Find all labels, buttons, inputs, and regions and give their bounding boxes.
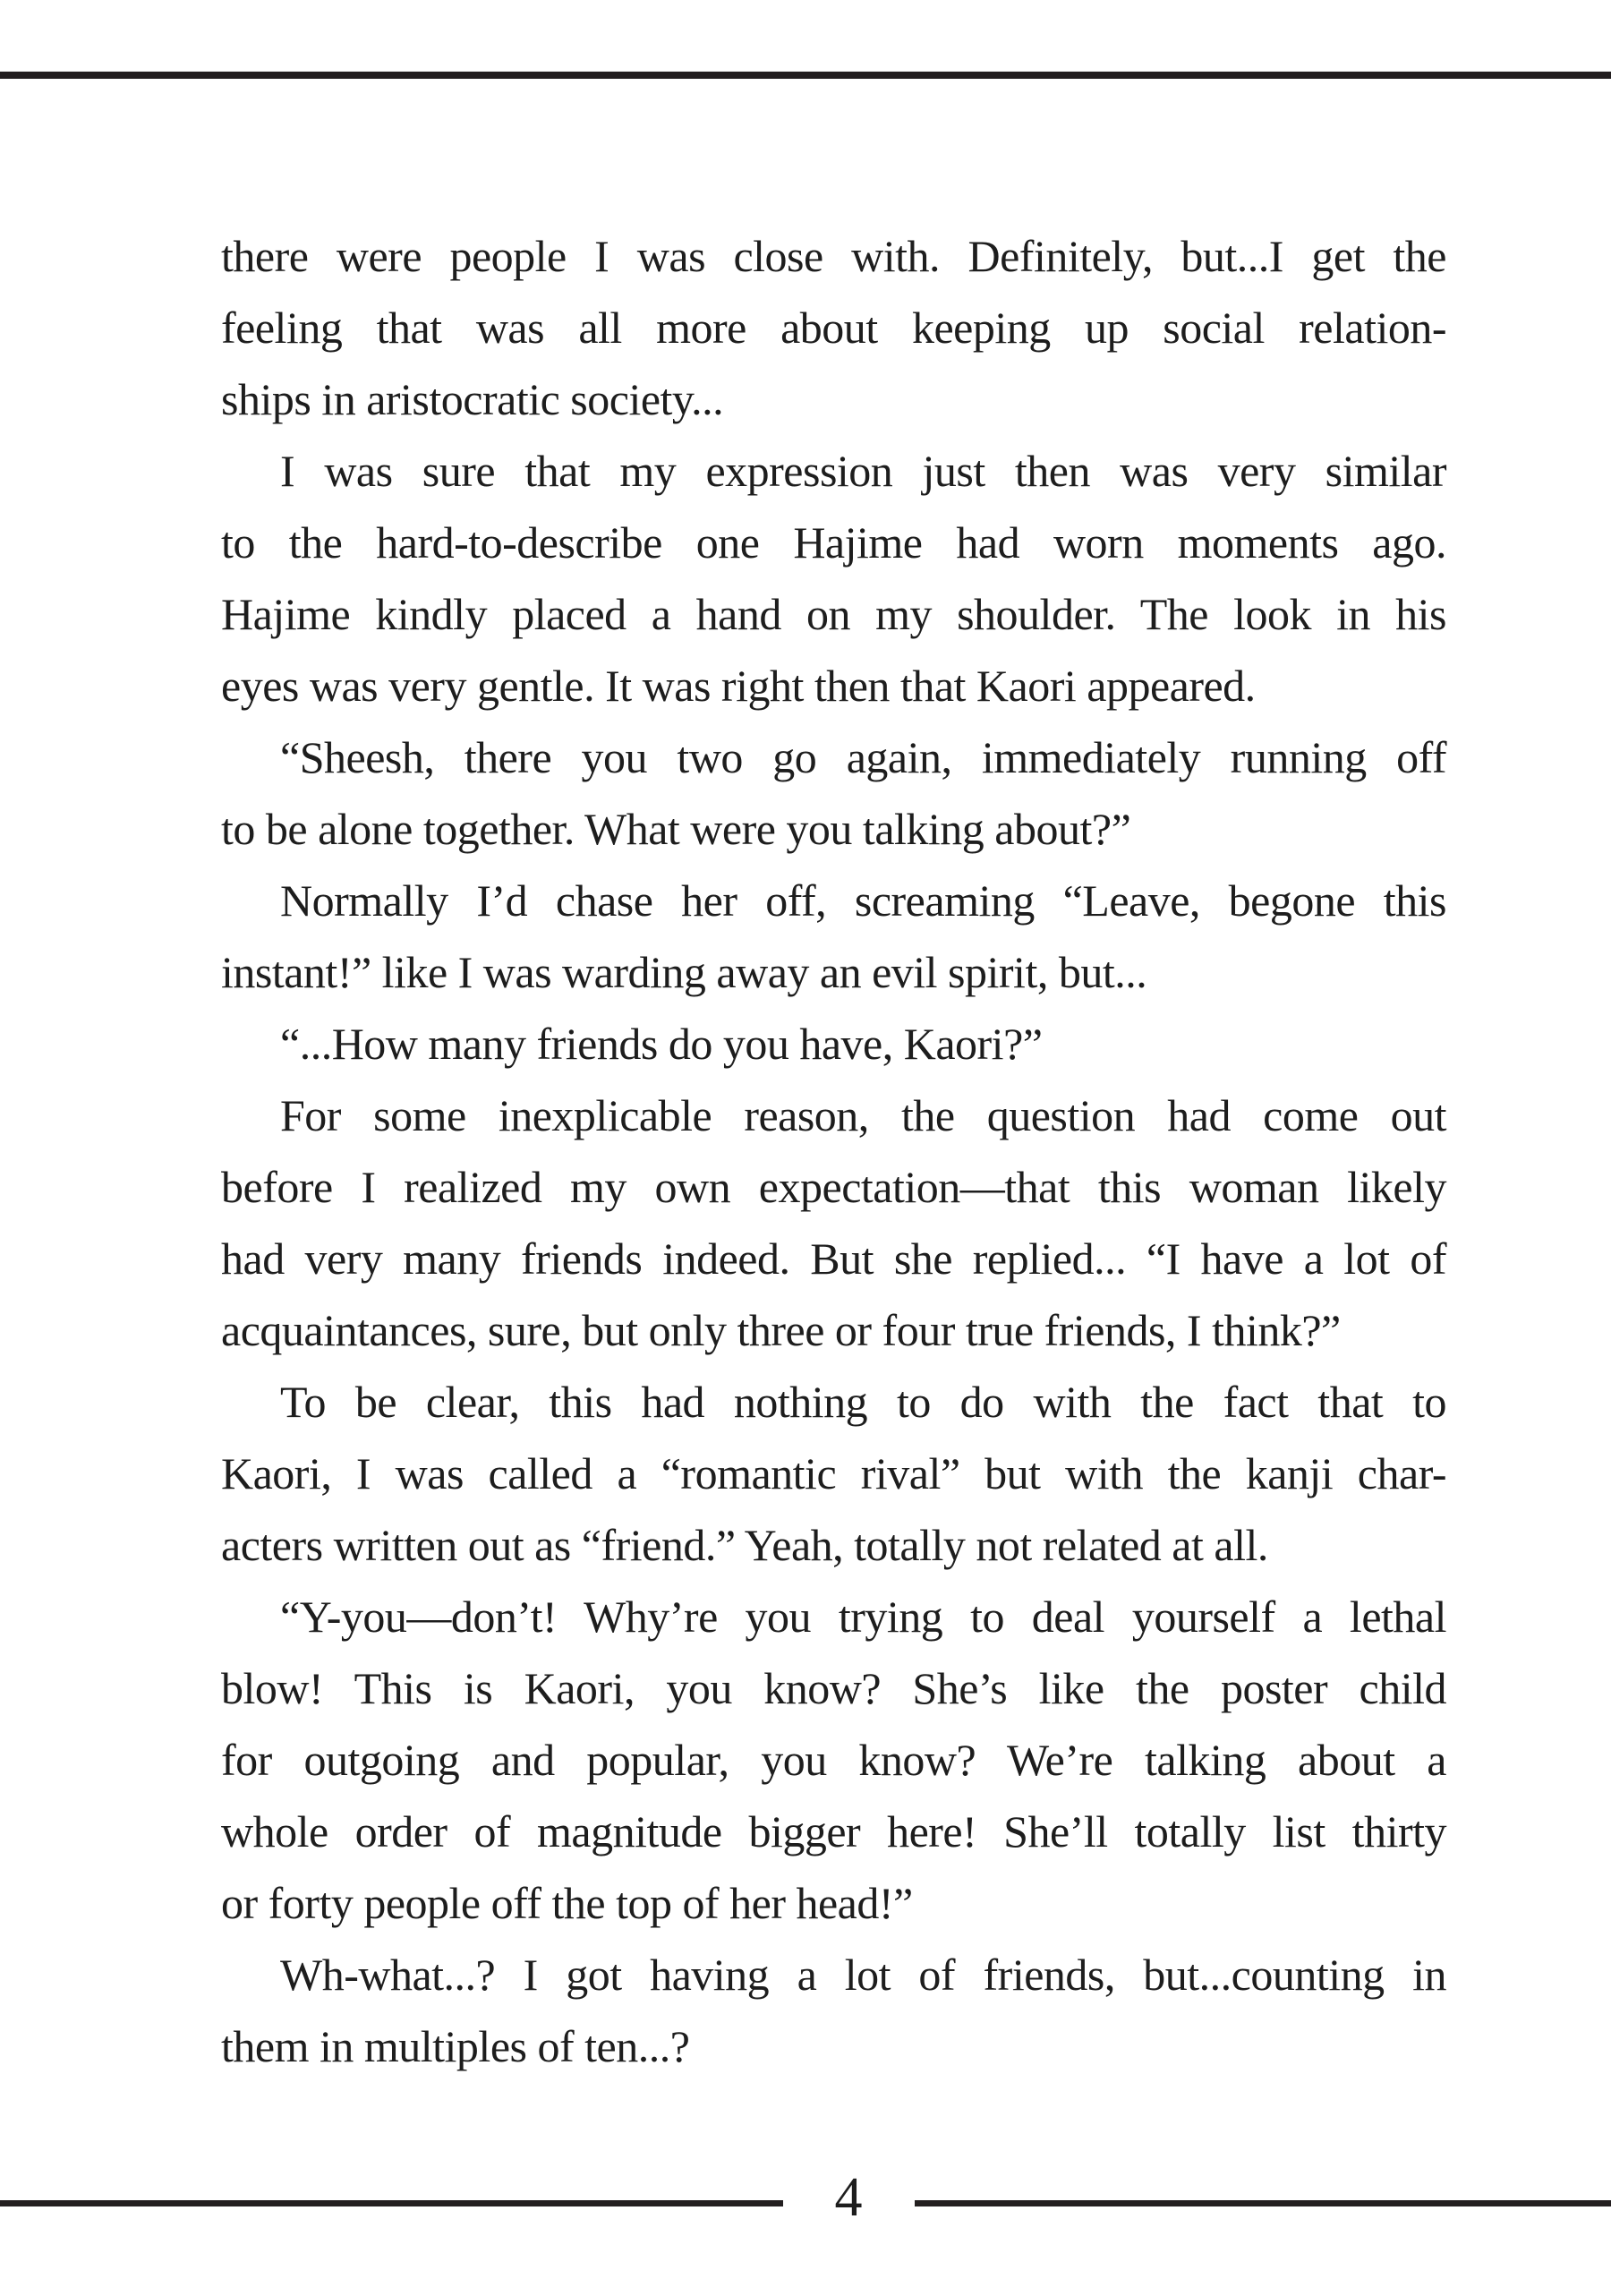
text-line-content: or forty people off the top of her head!” <box>221 1878 913 1928</box>
top-rule <box>0 72 1611 79</box>
text-line <box>221 1939 1446 2010</box>
text-line-content: eyes was very gentle. It was right then that Kaori appeared. <box>221 661 1256 711</box>
text-line <box>221 1796 1446 1867</box>
footer-rule-right <box>915 2200 1611 2206</box>
text-line-content: ships in aristocratic society... <box>221 374 724 424</box>
text-line-content: “Sheesh, there you two go again, immediately running off <box>280 732 1446 782</box>
text-line <box>221 1366 1446 1438</box>
text-line <box>221 578 1446 650</box>
text-line-content: had very many friends indeed. But she replied... “I have a lot of <box>221 1233 1446 1284</box>
text-line-content: acters written out as “friend.” Yeah, totally not related at all. <box>221 1520 1268 1570</box>
text-line <box>221 292 1446 363</box>
text-line-content: Hajime kindly placed a hand on my shoulder. The look in his <box>221 589 1446 639</box>
text-line <box>221 936 1446 1008</box>
text-line <box>221 1724 1446 1796</box>
text-line-content: Normally I’d chase her off, screaming “Leave, begone this <box>280 875 1446 926</box>
page-number: 4 <box>834 2167 863 2228</box>
text-line-content: to be alone together. What were you talking about?” <box>221 804 1131 854</box>
text-line-content: whole order of magnitude bigger here! She’ll totally list thirty <box>221 1806 1446 1856</box>
text-line-content: To be clear, this had nothing to do with the fact that to <box>280 1377 1446 1427</box>
text-line-content: Kaori, I was called a “romantic rival” but with the kanji char- <box>221 1448 1446 1498</box>
text-line <box>221 363 1446 435</box>
text-line <box>221 1223 1446 1294</box>
text-line <box>221 650 1446 721</box>
text-line <box>221 865 1446 936</box>
text-line-content: them in multiples of ten...? <box>221 2021 690 2071</box>
text-line-content: “...How many friends do you have, Kaori?” <box>280 1019 1043 1069</box>
text-line <box>221 1080 1446 1151</box>
text-line <box>221 435 1446 507</box>
text-line <box>221 1652 1446 1724</box>
text-line <box>221 721 1446 793</box>
text-line-content: I was sure that my expression just then was very similar <box>280 446 1446 496</box>
text-line <box>221 1581 1446 1652</box>
text-line-content: before I realized my own expectation—that this woman likely <box>221 1162 1446 1212</box>
text-line <box>221 1008 1446 1080</box>
footer-rule-left <box>0 2200 783 2206</box>
text-block <box>221 220 1446 2082</box>
text-line <box>221 1151 1446 1223</box>
text-line-content: for outgoing and popular, you know? We’re talking about a <box>221 1735 1446 1785</box>
text-line <box>221 1867 1446 1939</box>
text-line <box>221 793 1446 865</box>
text-line-content: Wh-what...? I got having a lot of friends, but...counting in <box>280 1950 1446 2000</box>
text-line <box>221 1294 1446 1366</box>
text-line-content: For some inexplicable reason, the question had come out <box>280 1090 1446 1140</box>
text-line <box>221 1509 1446 1581</box>
text-line <box>221 2010 1446 2082</box>
text-line-content: to the hard-to-describe one Hajime had worn moments ago. <box>221 517 1446 568</box>
text-line-content: blow! This is Kaori, you know? She’s like the poster child <box>221 1663 1446 1713</box>
text-line <box>221 507 1446 578</box>
text-line <box>221 1438 1446 1509</box>
text-line-content: there were people I was close with. Definitely, but...I get the <box>221 231 1446 281</box>
text-line-content: “Y-you—don’t! Why’re you trying to deal yourself a lethal <box>280 1592 1446 1642</box>
text-line <box>221 220 1446 292</box>
text-line-content: acquaintances, sure, but only three or four true friends, I think?” <box>221 1305 1341 1355</box>
text-line-content: instant!” like I was warding away an evil spirit, but... <box>221 947 1147 997</box>
text-line-content: feeling that was all more about keeping up social relation- <box>221 303 1446 353</box>
